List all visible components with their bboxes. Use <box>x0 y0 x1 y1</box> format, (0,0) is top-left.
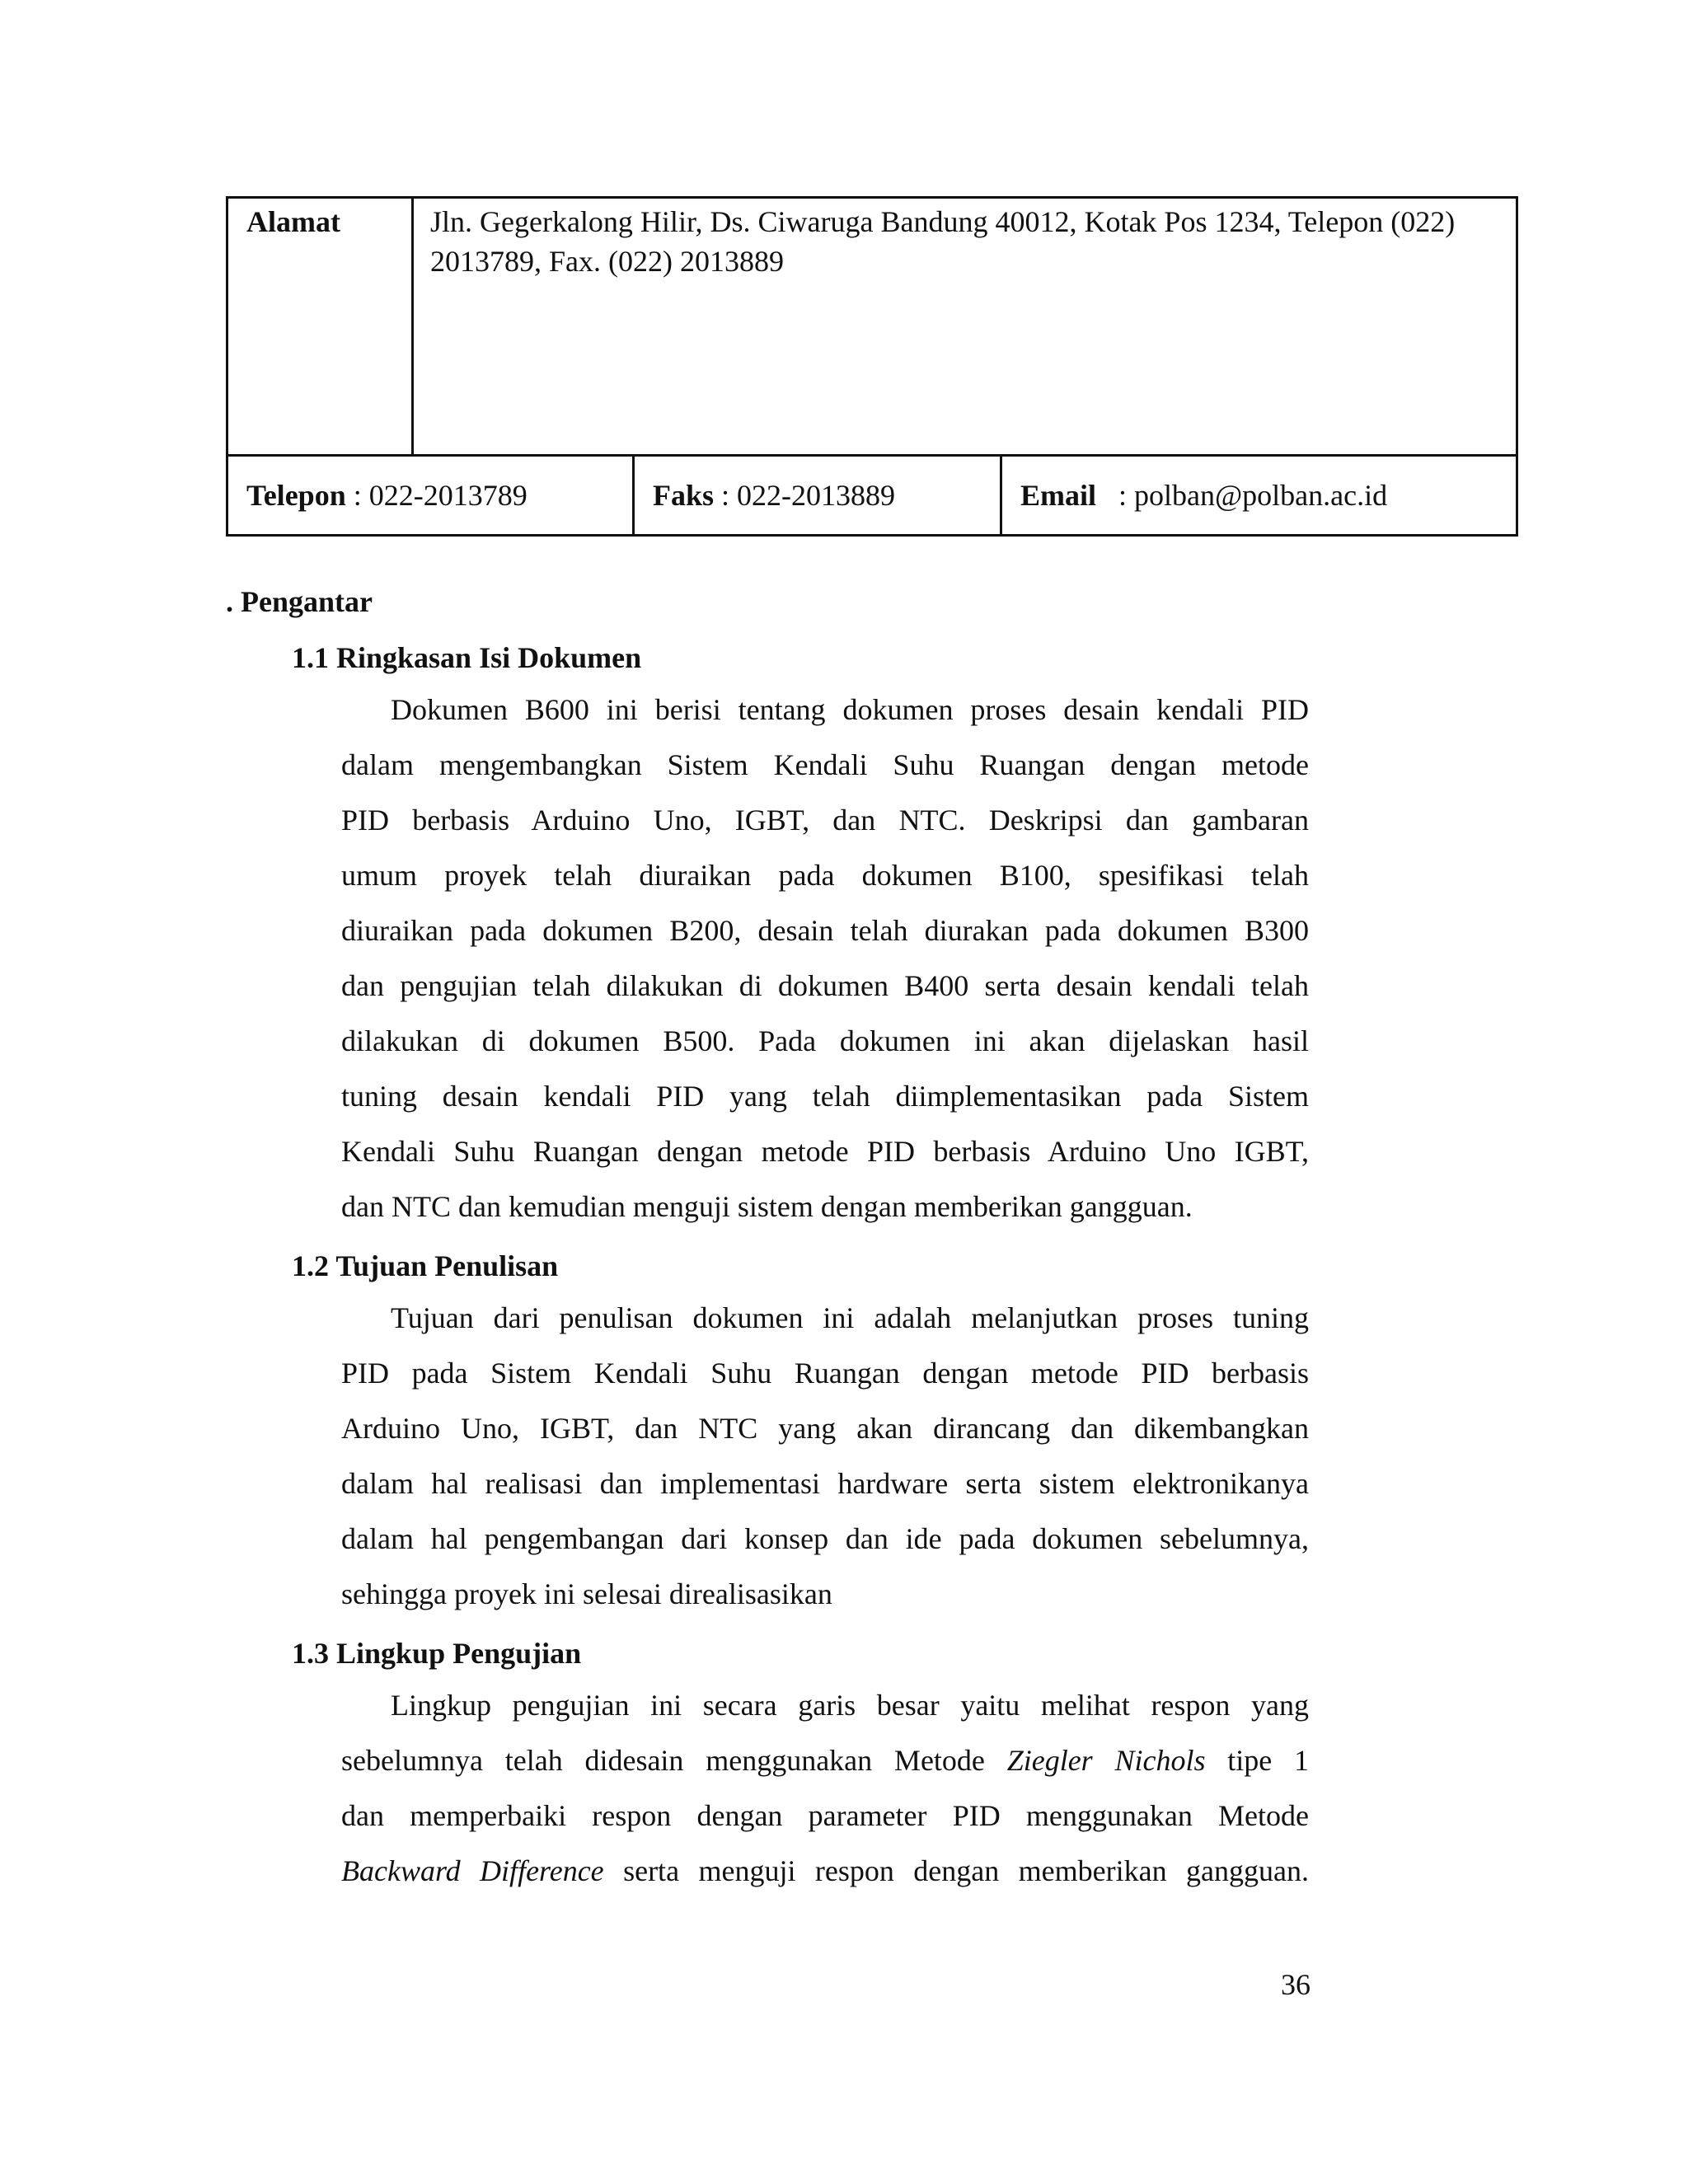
paragraph-line: PID pada Sistem Kendali Suhu Ruangan dengan metode PID berbasis <box>341 1357 1309 1390</box>
text-run: tipe 1 <box>1205 1744 1310 1777</box>
alamat-label: Alamat <box>246 205 340 238</box>
paragraph-line: PID berbasis Arduino Uno, IGBT, dan NTC. Deskripsi dan gambaran <box>341 804 1309 837</box>
paragraph-line: Dokumen B600 ini berisi tentang dokumen proses desain kendali PID <box>391 693 1309 726</box>
telepon-label: Telepon <box>246 479 346 512</box>
paragraph-ringkasan <box>341 682 1309 1235</box>
contact-row-cell <box>227 456 1517 536</box>
paragraph-tujuan <box>341 1291 1309 1622</box>
faks-cell <box>632 457 1000 534</box>
paragraph-line: dalam hal pengembangan dari konsep dan ide pada dokumen sebelumnya, <box>341 1522 1309 1555</box>
paragraph-line: umum proyek telah diuraikan pada dokumen B100, spesifikasi telah <box>341 859 1309 892</box>
faks-value: : 022-2013889 <box>714 479 896 512</box>
text-run: sebelumnya telah didesain menggunakan Metode <box>341 1744 1007 1777</box>
heading-ringkasan: 1.1 Ringkasan Isi Dokumen <box>292 641 642 674</box>
telepon-cell <box>228 457 632 534</box>
paragraph-line: Arduino Uno, IGBT, dan NTC yang akan dirancang dan dikembangkan <box>341 1412 1309 1445</box>
text-run: serta menguji respon dengan memberikan gangguan. <box>603 1854 1309 1887</box>
paragraph-line: Tujuan dari penulisan dokumen ini adalah melanjutkan proses tuning <box>391 1301 1309 1334</box>
paragraph-line: Lingkup pengujian ini secara garis besar yaitu melihat respon yang <box>391 1689 1309 1722</box>
institution-info-table <box>226 196 1518 537</box>
telepon-value: : 022-2013789 <box>345 479 528 512</box>
alamat-line-2: 2013789, Fax. (022) 2013889 <box>430 245 784 278</box>
alamat-line-1: Jln. Gegerkalong Hilir, Ds. Ciwaruga Bandung 40012, Kotak Pos 1234, Telepon (022) <box>430 205 1456 238</box>
page-number: 36 <box>1281 1968 1311 2001</box>
paragraph-line: sehingga proyek ini selesai direalisasikan <box>341 1577 832 1610</box>
email-cell <box>1000 457 1516 534</box>
paragraph-lingkup <box>341 1678 1309 1899</box>
paragraph-line: diuraikan pada dokumen B200, desain telah diurakan pada dokumen B300 <box>341 914 1309 947</box>
paragraph-line <box>341 1844 1309 1899</box>
italic-term: Backward Difference <box>341 1854 604 1887</box>
paragraph-line: tuning desain kendali PID yang telah diimplementasikan pada Sistem <box>341 1080 1309 1113</box>
heading-tujuan: 1.2 Tujuan Penulisan <box>292 1249 559 1282</box>
paragraph-line: dan pengujian telah dilakukan di dokumen B400 serta desain kendali telah <box>341 969 1309 1002</box>
section-title: . Pengantar <box>226 585 373 618</box>
paragraph-line: dan memperbaiki respon dengan parameter PID menggunakan Metode <box>341 1799 1309 1832</box>
paragraph-line: dilakukan di dokumen B500. Pada dokumen ini akan dijelaskan hasil <box>341 1024 1309 1057</box>
paragraph-line: dalam mengembangkan Sistem Kendali Suhu Ruangan dengan metode <box>341 748 1309 781</box>
alamat-value-cell <box>413 198 1517 456</box>
heading-lingkup: 1.3 Lingkup Pengujian <box>292 1637 582 1670</box>
contact-row <box>228 457 1516 534</box>
alamat-label-cell <box>227 198 413 456</box>
paragraph-line <box>341 1733 1309 1788</box>
email-value: : polban@polban.ac.id <box>1096 479 1388 512</box>
paragraph-line: dan NTC dan kemudian menguji sistem dengan memberikan gangguan. <box>341 1190 1193 1223</box>
italic-term: Ziegler Nichols <box>1006 1744 1206 1777</box>
email-label: Email <box>1020 479 1097 512</box>
paragraph-line: dalam hal realisasi dan implementasi hardware serta sistem elektronikanya <box>341 1467 1309 1500</box>
faks-label: Faks <box>653 479 715 512</box>
paragraph-line: Kendali Suhu Ruangan dengan metode PID berbasis Arduino Uno IGBT, <box>341 1135 1309 1168</box>
